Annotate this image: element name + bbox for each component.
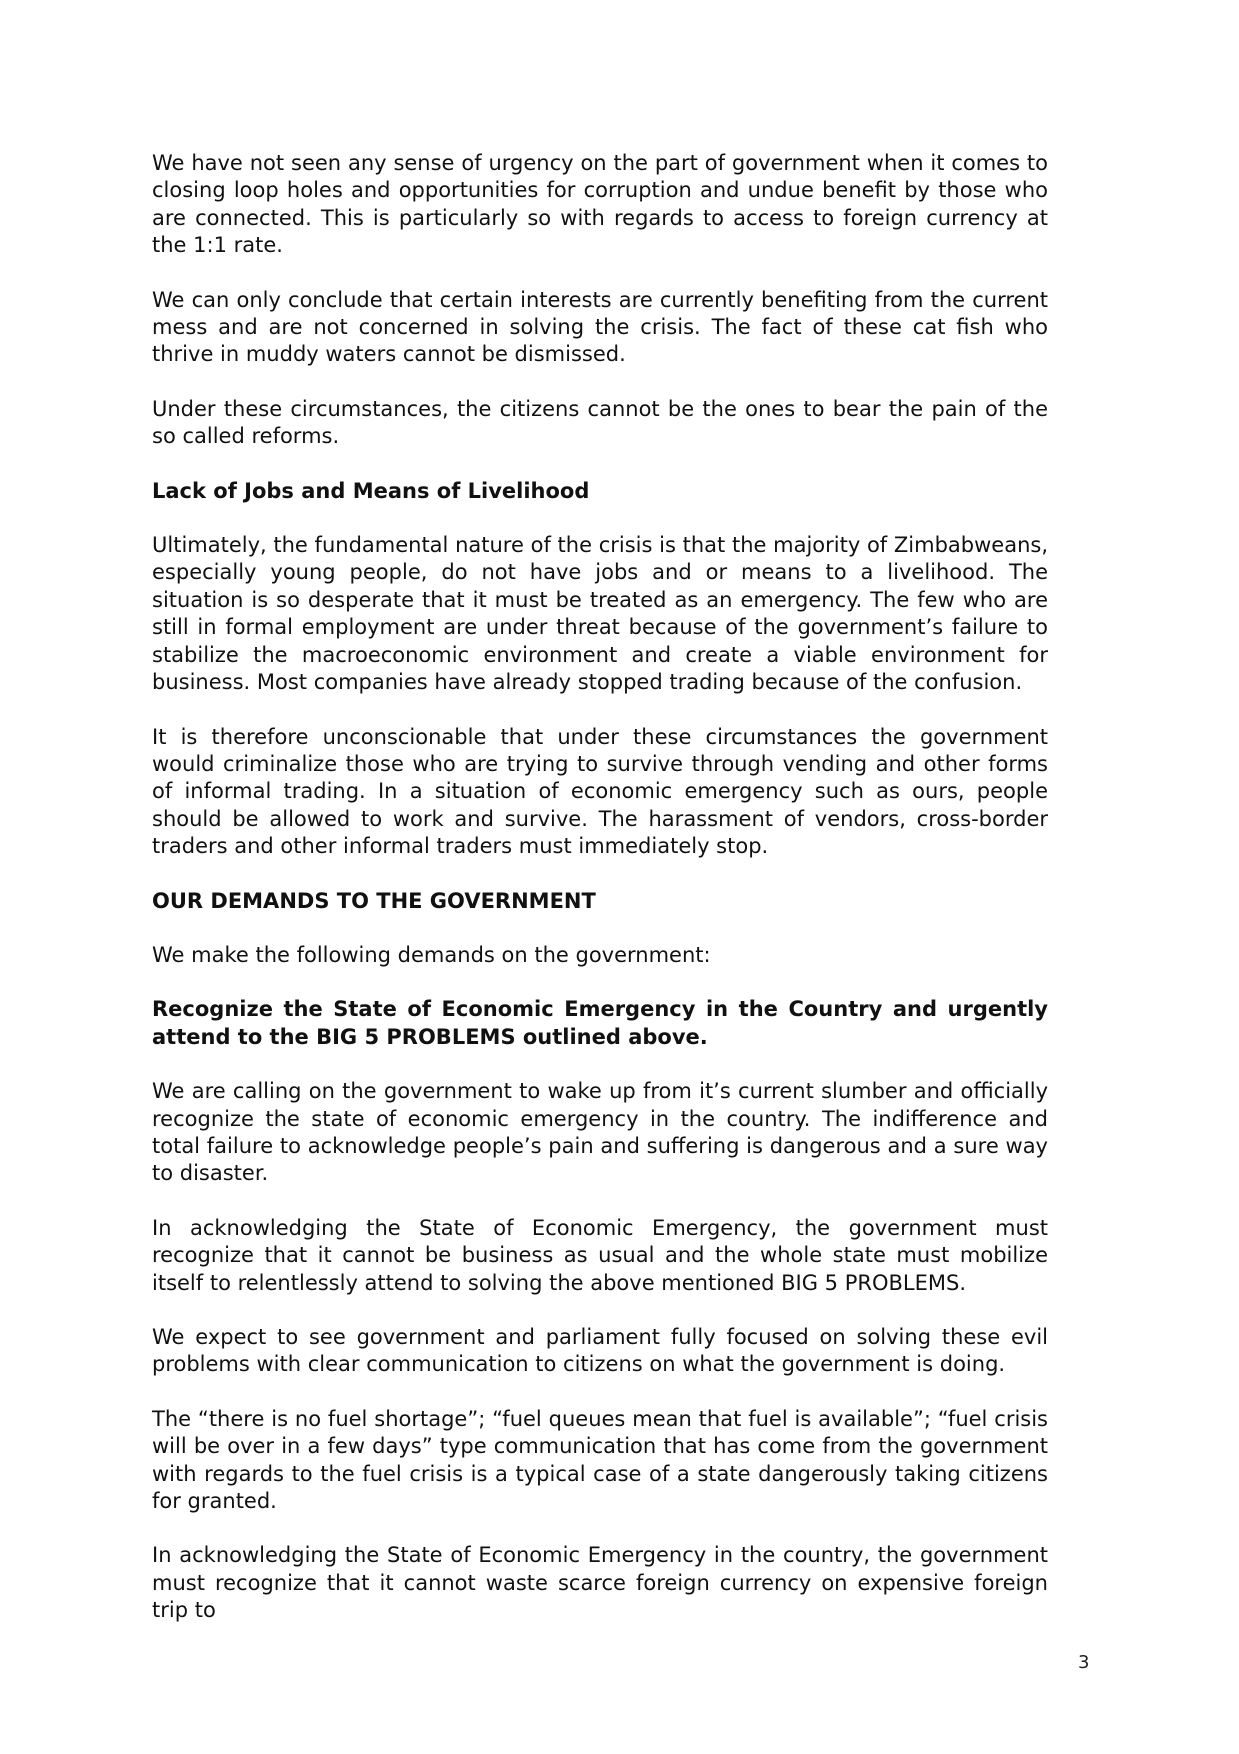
demand-heading-economic-emergency: Recognize the State of Economic Emergency in the Country and urgently attend to the BIG 5 PROBLEMS outlined above. <box>152 997 1048 1049</box>
page-number: 3 <box>1078 1652 1090 1673</box>
paragraph-informal-trading: It is therefore unconscionable that under these circumstances the government would criminalize those who are trying to survive through vending and other forms of informal trading. In a situation of economic emergency such as ours, people should be allowed to work and survive. The harassment of vendors, cross-border traders and other informal traders must immediately stop. <box>152 724 1048 859</box>
paragraph-foreign-currency-trips: In acknowledging the State of Economic Emergency in the country, the government must recognize that it cannot waste scarce foreign currency on expensive foreign trip to <box>152 1543 1048 1623</box>
paragraph-demands-intro: We make the following demands on the government: <box>152 942 711 967</box>
paragraph-wake-up-call: We are calling on the government to wake up from it’s current slumber and officially recognize the state of economic emergency in the country. The indifference and total failure to acknowledge people’s pain and suffering is dangerous and a sure way to disaster. <box>152 1079 1048 1186</box>
paragraph-parliament-focus: We expect to see government and parliament fully focused on solving these evil problems with clear communication to citizens on what the government is doing. <box>152 1325 1048 1377</box>
section-heading-jobs: Lack of Jobs and Means of Livelihood <box>152 478 590 503</box>
paragraph-fuel-communication: The “there is no fuel shortage”; “fuel queues mean that fuel is available”; “fuel crisis will be over in a few days” type communication that has come from the government with regards to the fuel crisis is a typical case of a state dangerously taking citizens for granted. <box>152 1406 1048 1514</box>
paragraph-citizens-pain: Under these circumstances, the citizens cannot be the ones to bear the pain of the so called reforms. <box>152 396 1048 449</box>
paragraph-unemployment: Ultimately, the fundamental nature of the crisis is that the majority of Zimbabweans, especially young people, do not have jobs and or means to a livelihood. The situation is so desperate that it must be treated as an emergency. The few who are still in formal employment are under threat because of the government’s failure to stabilize the macroeconomic environment and create a viable environment for business. Most companies have already stopped trading because of the confusion. <box>152 533 1048 695</box>
paragraph-corruption-urgency: We have not seen any sense of urgency on the part of government when it comes to closing loop holes and opportunities for corruption and undue benefit by those who are connected. This is particularly so with regards to access to foreign currency at the 1:1 rate. <box>152 151 1048 258</box>
paragraph-vested-interests: We can only conclude that certain interests are currently benefiting from the current mess and are not concerned in solving the crisis. The fact of these cat fish who thrive in muddy waters cannot be dismissed. <box>152 287 1048 367</box>
section-heading-demands: OUR DEMANDS TO THE GOVERNMENT <box>152 888 596 913</box>
paragraph-mobilize-state: In acknowledging the State of Economic Emergency, the government must recognize that it cannot be business as usual and the whole state must mobilize itself to relentlessly attend to solving the above mentioned BIG 5 PROBLEMS. <box>152 1215 1048 1295</box>
document-body <box>152 150 1048 1652</box>
